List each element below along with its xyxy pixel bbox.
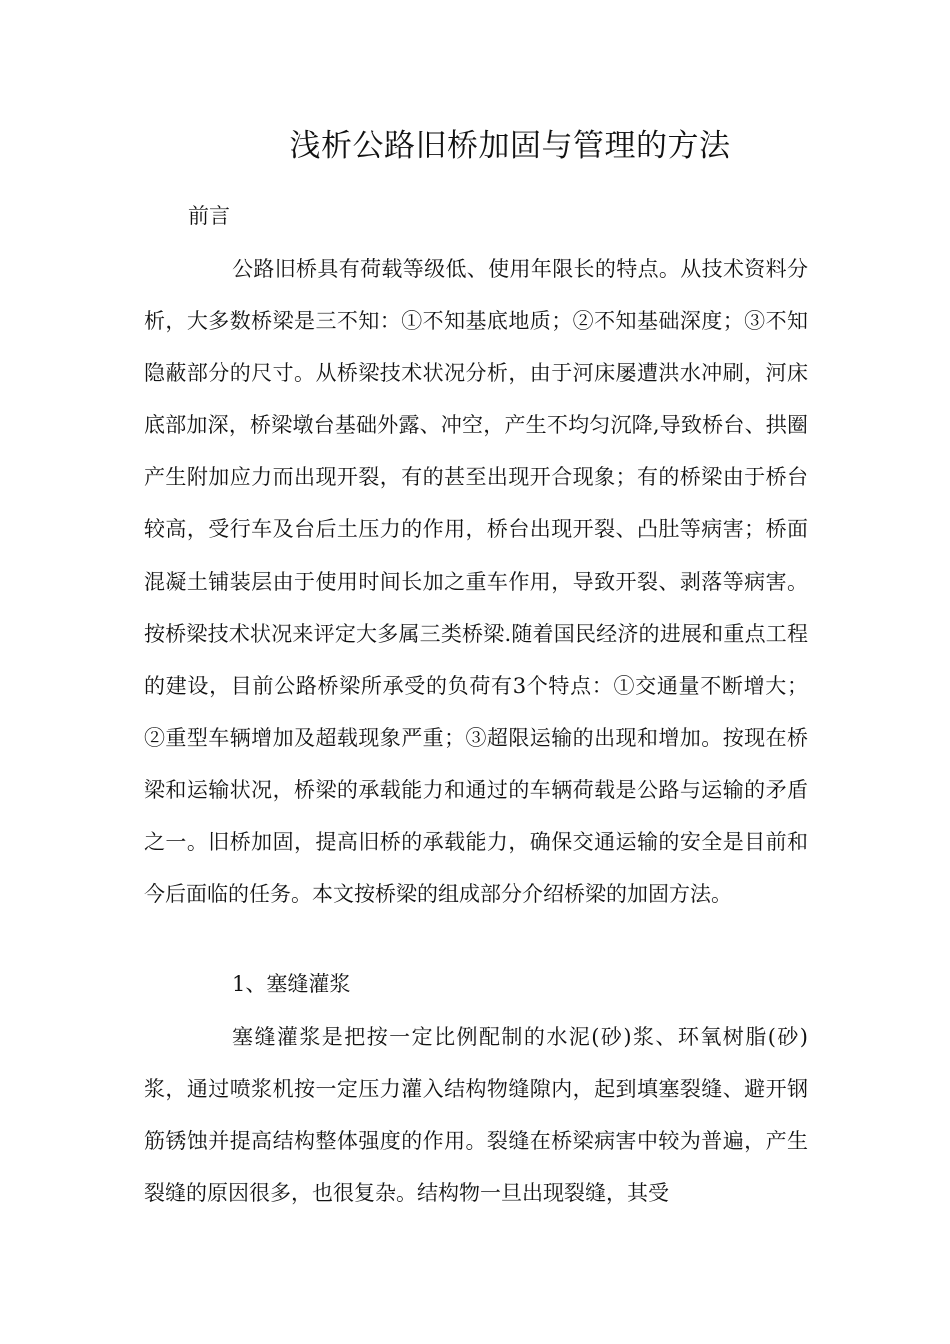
document-title: 浅析公路旧桥加固与管理的方法 [289, 128, 731, 164]
preface-heading: 前言 [188, 204, 230, 228]
section-heading-1: 1、塞缝灌浆 [232, 972, 351, 996]
paragraph-section-1: 塞缝灌浆是把按一定比例配制的水泥(砂)浆、环氧树脂(砂)浆，通过喷浆机按一定压力灌入结构物缝隙内，起到填塞裂缝、避开钢筋锈蚀并提高结构整体强度的作用。裂缝在桥梁病害中较为普遍，产生裂缝的原因很多，也很复杂。结构物一旦出现裂缝，其受 [144, 1025, 808, 1206]
paragraph-intro: 公路旧桥具有荷载等级低、使用年限长的特点。从技术资料分析，大多数桥梁是三不知：①不知基底地质；②不知基础深度；③不知隐蔽部分的尺寸。从桥梁技术状况分析，由于河床屡遭洪水冲刷，河床底部加深，桥梁墩台基础外露、冲空，产生不均匀沉降,导致桥台、拱圈产生附加应力而出现开裂，有的甚至出现开合现象；有的桥梁由于桥台较高，受行车及台后土压力的作用，桥台出现开裂、凸肚等病害；桥面混凝土铺装层由于使用时间长加之重车作用，导致开裂、剥落等病害。按桥梁技术状况来评定大多属三类桥梁.随着国民经济的进展和重点工程的建设，目前公路桥梁所承受的负荷有3个特点：①交通量不断增大；②重型车辆增加及超载现象严重；③超限运输的出现和增加。按现在桥梁和运输状况，桥梁的承载能力和通过的车辆荷载是公路与运输的矛盾之一。旧桥加固，提高旧桥的承载能力，确保交通运输的安全是目前和今后面临的任务。本文按桥梁的组成部分介绍桥梁的加固方法。 [144, 257, 808, 907]
